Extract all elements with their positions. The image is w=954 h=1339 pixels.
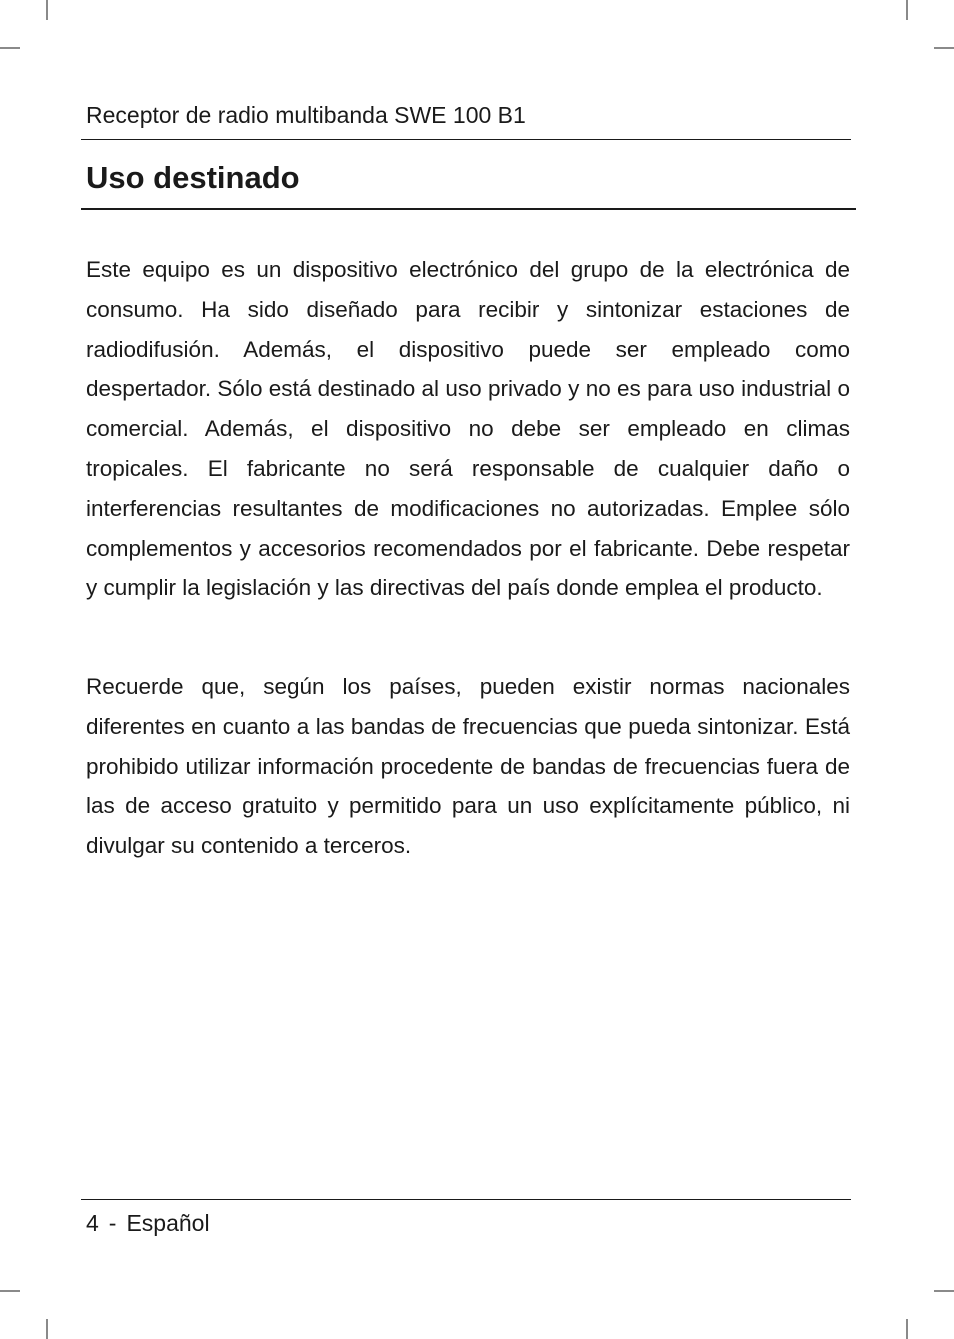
body-paragraph-intended-use: Este equipo es un dispositivo electrónico del grupo de la electrónica de consumo. Ha sido diseñado para recibir y sintonizar estaciones de radiodifusión. Además, el dispositivo puede ser empleado como despertador. Sólo está destinado al uso privado y no es para uso industrial o comercial. Además, el dispositivo no debe ser empleado en climas tropicales. El fabricante no será responsable de cualquier daño o interferencias resultantes de modificaciones no autorizadas. Emplee sólo complementos y accesorios recomendados por el fabricante. Debe respetar y cumplir la legislación y las directivas del país donde emplea el producto. [86, 257, 850, 601]
title-divider [81, 208, 856, 210]
crop-mark-bottom-right-horizontal [934, 1290, 954, 1292]
page-number: 4 [86, 1210, 99, 1236]
crop-mark-top-left-vertical [46, 0, 48, 20]
crop-mark-top-right-horizontal [934, 47, 954, 49]
page-footer [86, 1208, 210, 1238]
crop-mark-top-right-vertical [906, 0, 908, 20]
crop-mark-top-left-horizontal [0, 47, 20, 49]
footer-divider [81, 1199, 851, 1200]
section-title: Uso destinado [86, 160, 300, 195]
footer-language: Español [126, 1210, 210, 1236]
header-divider [81, 139, 851, 140]
footer-separator: - [108, 1210, 117, 1236]
crop-mark-bottom-right-vertical [906, 1319, 908, 1339]
crop-mark-bottom-left-vertical [46, 1319, 48, 1339]
running-header: Receptor de radio multibanda SWE 100 B1 [86, 102, 526, 128]
body-paragraph-frequency-notice: Recuerde que, según los países, pueden existir normas nacionales diferentes en cuanto a las bandas de frecuencias que pueda sintonizar. Está prohibido utilizar información procedente de bandas de frecuencias fuera de las de acceso gratuito y permitido para un uso explícitamente público, ni divulgar su contenido a terceros. [86, 674, 850, 859]
crop-mark-bottom-left-horizontal [0, 1290, 20, 1292]
